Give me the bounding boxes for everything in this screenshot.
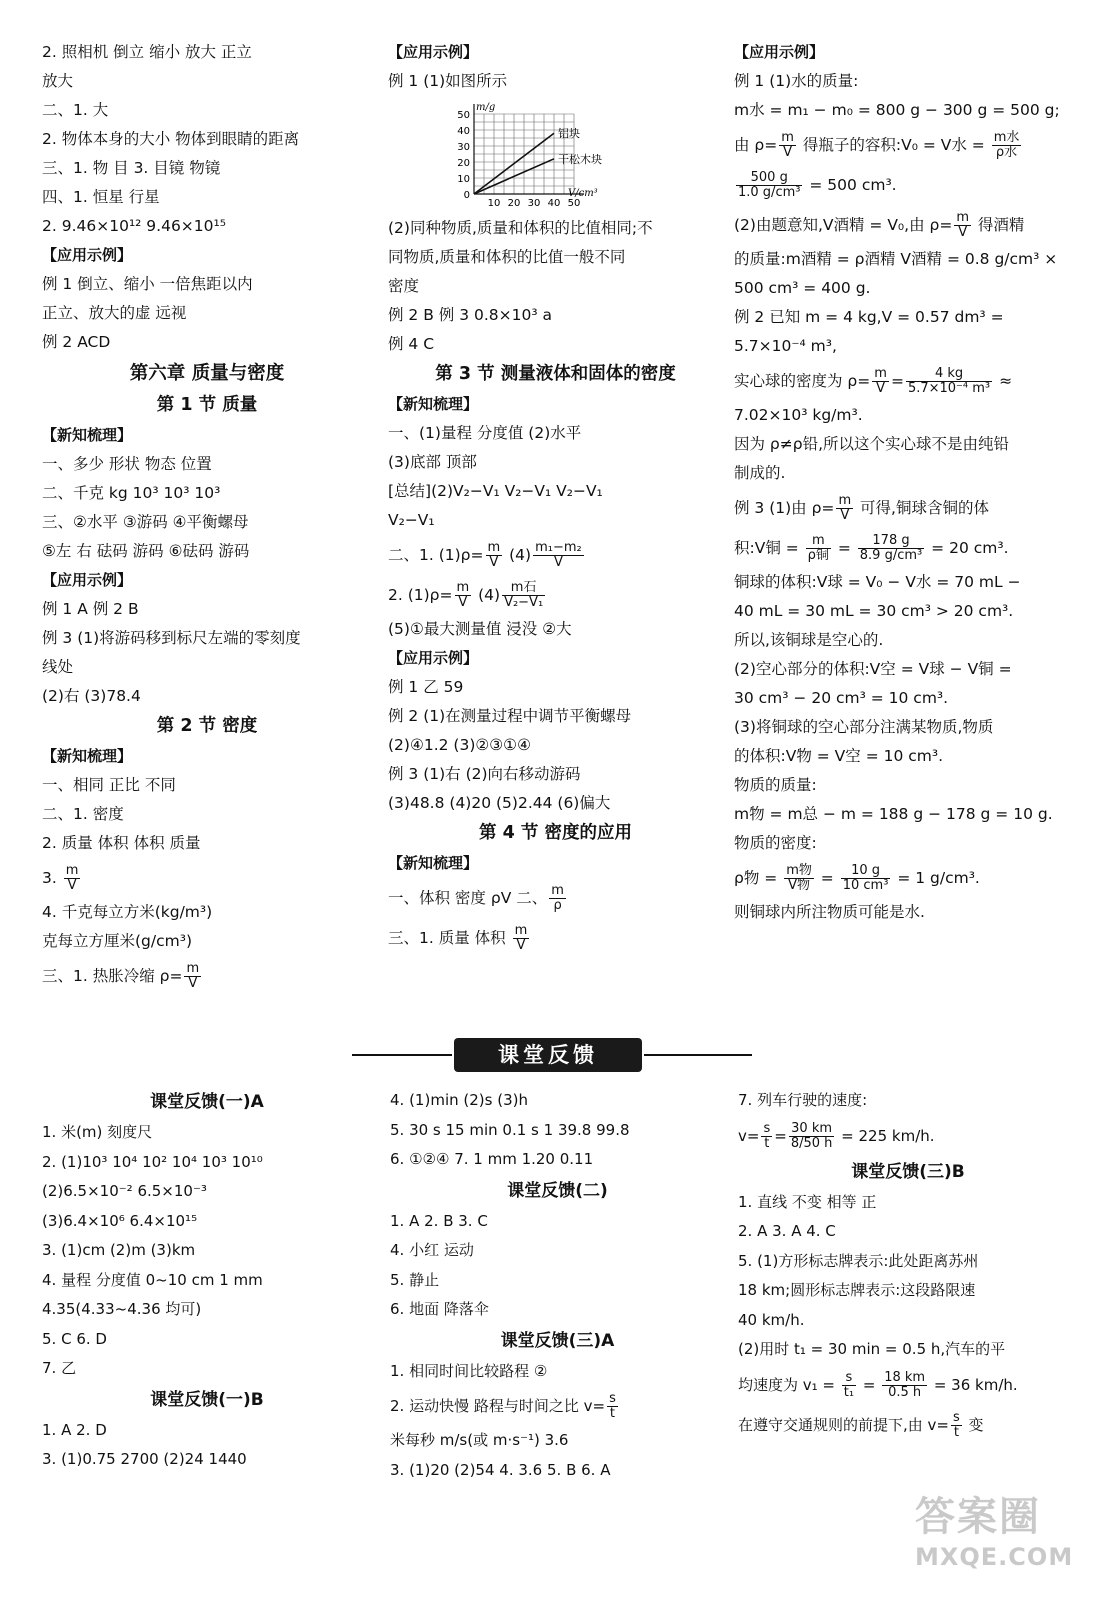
text-line: 1. 相同时间比较路程 ② [390,1361,548,1380]
fraction-numerator: m [514,923,528,938]
formula-middle: = [890,372,904,390]
y-tick-label: 50 [457,110,470,121]
formula-middle: = [815,869,839,887]
text-line: 例 3 (1)右 (2)向右移动游码 [388,765,581,783]
lesson-title: 第 4 节 密度的应用 [479,823,632,843]
formula-middle: = [832,539,856,557]
formula-prefix: 三、1. 热胀冷缩 ρ= [42,967,183,985]
text-line: 一、多少 形状 物态 位置 [42,455,212,473]
section-banner [352,1038,752,1072]
fraction [789,1122,835,1151]
fraction [761,1122,772,1151]
fraction [992,131,1022,160]
text-line: 1. A 2. D [42,1420,107,1439]
x-tick-label: 50 [567,198,581,209]
y-tick-label: 20 [457,158,470,169]
fraction [872,367,889,396]
formula-suffix: 得酒精 [973,216,1025,234]
text-line: 6. 地面 降落伞 [390,1300,489,1318]
x-tick-label: 10 [487,198,501,209]
feedback-column-2 [390,1086,725,1485]
text-line: 6. ①②④ 7. 1 mm 1.20 0.11 [390,1150,594,1168]
fraction-denominator: t [951,1425,962,1440]
feedback-title: 课堂反馈(三)B [851,1161,965,1182]
series-label: 干松木块 [558,152,602,166]
formula-line [388,918,723,958]
text-line: 所以,该铜球是空心的. [734,631,884,649]
fraction-denominator: t [607,1406,618,1421]
fraction-numerator: s [609,1391,616,1406]
text-line: (2)空心部分的体积:V空 = V球 − V铜 = [734,660,1012,678]
watermark-logo [915,1492,1095,1592]
text-line: 物质的密度: [734,834,817,852]
text-line: (3)6.4×10⁶ 6.4×10¹⁵ [42,1211,198,1230]
text-line: 1. 米(m) 刻度尺 [42,1123,153,1141]
text-line: 4. 量程 分度值 0~10 cm 1 mm [42,1270,263,1289]
lesson-title: 第 3 节 测量液体和固体的密度 [435,364,676,384]
text-line: m物 = m总 − m = 188 g − 178 g = 10 g. [734,805,1053,823]
column-2-body [388,214,723,958]
formula-line [42,858,372,898]
fraction-denominator: 8.9 g/cm³ [859,548,923,563]
text-line: 40 km/h. [738,1310,805,1329]
fraction-denominator: t₁ [843,1384,855,1400]
text-line: 2. 物体本身的大小 物体到眼睛的距离 [42,130,300,148]
fraction-denominator: V物 [784,878,814,893]
banner-rule-right [644,1054,752,1056]
y-tick-label: 30 [457,142,470,153]
fraction [513,924,530,953]
formula-suffix: = 1 g/cm³. [892,869,980,887]
formula-prefix: 2. 运动快慢 路程与时间之比 v= [390,1397,606,1415]
text-line: 1. 直线 不变 相等 正 [738,1192,877,1211]
text-line: V₂−V₁ [388,511,435,529]
fraction-denominator: V [872,381,889,396]
text-line: (2)同种物质,质量和体积的比值相同;不 [388,219,653,237]
text-line: (2)6.5×10⁻² 6.5×10⁻³ [42,1182,207,1200]
text-line: 40 mL = 30 mL = 30 cm³ > 20 cm³. [734,602,1014,620]
formula-prefix: v= [738,1126,760,1145]
text-line: [总结](2)V₂−V₁ V₂−V₁ V₂−V₁ [388,482,603,500]
section-label: 【新知梳理】 [388,854,479,872]
chapter-title: 第六章 质量与密度 [129,363,285,384]
text-line: 例 2 B 例 3 0.8×10³ a [388,306,552,324]
fraction-denominator: 5.7×10⁻⁴ m³ [907,381,991,396]
fraction-denominator: V [779,145,796,160]
text-line: 例 1 (1)如图所示 [388,72,508,90]
fraction-numerator: m [781,130,794,145]
fraction [836,494,853,523]
fraction-numerator: s [845,1369,853,1385]
lesson-title: 第 1 节 质量 [156,395,258,415]
formula-suffix: = 20 cm³. [926,539,1009,557]
watermark-title: 答案圈 [915,1494,1041,1540]
fraction [607,1392,618,1421]
text-line: 一、(1)量程 分度值 (2)水平 [388,424,582,442]
y-tick-label: 0 [463,190,470,201]
formula-line [388,878,723,918]
fraction-numerator: m水 [993,130,1020,145]
text-line: 例 2 (1)在测量过程中调节平衡螺母 [388,707,632,725]
formula-prefix: 一、体积 密度 ρV 二、 [388,889,548,907]
section-label: 【新知梳理】 [42,426,133,444]
formula-prefix: (2)由题意知,V酒精 = V₀,由 ρ= [734,216,953,234]
lesson-title: 第 2 节 密度 [156,716,258,736]
formula-prefix: 2. (1)ρ= [388,586,453,604]
fraction-numerator: m [874,366,887,381]
formula-line [388,535,723,575]
fraction-denominator: V [836,508,853,523]
text-line: 米每秒 m/s(或 m·s⁻¹) 3.6 [390,1431,569,1449]
watermark-url: MXQE.COM [915,1543,1074,1571]
formula-line [734,361,1074,401]
feedback-title: 课堂反馈(一)A [150,1092,264,1112]
y-tick-label: 40 [457,126,470,137]
formula-prefix: 由 ρ= [734,136,778,154]
chart-svg [388,98,602,210]
text-line: 例 3 (1)将游码移到标尺左端的零刻度 [42,629,301,647]
fraction [455,581,472,610]
text-line: 30 cm³ − 20 cm³ = 10 cm³. [734,689,949,707]
text-line: 3. (1)cm (2)m (3)km [42,1241,196,1259]
text-line: (3)48.8 (4)20 (5)2.44 (6)偏大 [388,794,611,812]
text-line: 2. (1)10³ 10⁴ 10² 10⁴ 10³ 10¹⁰ [42,1152,263,1171]
text-line: 二、1. 大 [42,101,109,119]
text-line: 例 2 已知 m = 4 kg,V = 0.57 dm³ = [734,308,1004,326]
text-line: 克每立方厘米(g/cm³) [42,932,192,950]
text-line: 7.02×10³ kg/m³. [734,406,863,424]
x-tick-label: 20 [507,198,521,209]
mass-volume-chart [388,98,723,210]
text-line: 铜球的体积:V球 = V₀ − V水 = 70 mL − [734,573,1021,591]
text-line: 四、1. 恒星 行星 [42,188,160,206]
formula-line [738,1116,1078,1156]
fraction-denominator: V₂−V₁ [504,595,544,610]
text-line: (5)①最大测量值 浸没 ②大 [388,620,572,638]
feedback-column-3 [738,1086,1078,1445]
text-line: (3)底部 顶部 [388,453,477,471]
text-line: 5. 30 s 15 min 0.1 s 1 39.8 99.8 [390,1120,630,1139]
fraction [954,211,971,240]
formula-prefix: 积:V铜 = [734,539,804,557]
fraction [806,534,831,563]
formula-line [734,165,1074,205]
formula-suffix: 变 [963,1415,984,1434]
fraction-numerator: 4 kg [934,366,964,381]
fraction [858,534,924,563]
fraction-denominator: V [513,938,530,953]
fraction-denominator: V [184,976,201,991]
formula-line [734,205,1074,245]
text-line: 4. 千克每立方米(kg/m³) [42,903,213,921]
text-line: (2)右 (3)78.4 [42,687,141,705]
formula-line [388,575,723,615]
text-line: 三、1. 物 目 3. 目镜 物镜 [42,159,221,177]
section-label: 【应用示例】 [388,43,479,61]
fraction-denominator: ρ [549,898,566,913]
column-2-top [388,38,723,96]
fraction [841,864,891,893]
x-tick-label: 40 [547,198,561,209]
fraction-numerator: m [456,580,470,595]
text-line: 同物质,质量和体积的比值一般不同 [388,248,626,266]
formula-prefix: 3. [42,869,62,887]
formula-middle: = [858,1375,881,1394]
feedback-title: 课堂反馈(二) [507,1180,608,1201]
formula-suffix: = 36 km/h. [929,1375,1018,1394]
text-line: (3)将铜球的空心部分注满某物质,物质 [734,718,994,736]
fraction-numerator: m [487,540,501,555]
text-line: 7. 列车行驶的速度: [738,1091,868,1109]
text-line: 例 1 乙 59 [388,678,464,696]
banner-rule-left [352,1054,452,1056]
text-line: 4.35(4.33~4.36 均可) [42,1300,202,1318]
text-line: 的体积:V物 = V空 = 10 cm³. [734,747,944,765]
column-1 [42,38,372,996]
section-label: 【应用示例】 [388,649,479,667]
fraction-denominator: 8/50 h [790,1135,833,1151]
text-line: 500 cm³ = 400 g. [734,279,871,297]
formula-middle: = [774,1126,787,1145]
fraction-denominator: V [954,225,971,240]
formula-line [734,488,1074,528]
fraction-numerator: 18 km [884,1369,926,1385]
text-line: 4. (1)min (2)s (3)h [390,1091,528,1109]
text-line: 例 1 倒立、缩小 一倍焦距以内 [42,275,253,293]
fraction [502,581,545,610]
fraction-numerator: s [952,1409,960,1425]
formula-line [738,1405,1078,1445]
fraction [906,367,992,396]
formula-line [734,528,1074,568]
text-line: 线处 [42,658,74,676]
feedback-column-1 [42,1086,372,1475]
y-axis-label: m/g [476,102,496,113]
text-line: 2. A 3. A 4. C [738,1222,836,1240]
fraction-numerator: m石 [510,580,537,595]
formula-prefix: 例 3 (1)由 ρ= [734,499,835,517]
text-line: 4. 小红 运动 [390,1241,474,1259]
text-line: 正立、放大的虚 远视 [42,304,187,322]
fraction [842,1371,856,1400]
fraction-denominator: V [486,555,503,570]
formula-prefix: 均速度为 v₁ = [738,1375,840,1394]
fraction-numerator: m₁−m₂ [535,540,582,555]
text-line: 5. C 6. D [42,1329,107,1348]
fraction-denominator: ρ铜 [807,548,829,563]
text-line: 2. 9.46×10¹² 9.46×10¹⁵ [42,217,226,235]
text-line: 物质的质量: [734,776,817,794]
formula-line [734,858,1074,898]
fraction [486,541,503,570]
formula-line [390,1386,725,1426]
text-line: 例 1 (1)水的质量: [734,72,859,90]
formula-prefix: ρ物 = [734,869,783,887]
text-line: 例 4 C [388,335,435,353]
text-line: 一、相同 正比 不同 [42,776,176,794]
text-line: 因为 ρ≠ρ铅,所以这个实心球不是由纯铅 [734,435,1010,453]
fraction-denominator: t [761,1136,772,1151]
fraction-denominator: V [455,595,472,610]
text-line: 放大 [42,72,74,90]
formula-suffix: = 500 cm³. [804,176,897,194]
x-tick-label: 30 [527,198,541,209]
section-label: 【新知梳理】 [388,395,479,413]
section-label: 【应用示例】 [42,246,133,264]
series-label: 铝块 [558,127,580,141]
fraction-denominator: 10 cm³ [842,878,889,893]
column-2 [388,38,723,958]
text-line: 二、千克 kg 10³ 10³ 10³ [42,484,221,502]
fraction-numerator: m [811,533,825,548]
fraction-numerator: m [956,210,969,225]
formula-prefix: 实心球的密度为 ρ= [734,372,871,390]
fraction-numerator: m [838,493,852,508]
fraction [882,1371,927,1400]
text-line: (2)④1.2 (3)②③①④ [388,736,531,754]
text-line: (2)用时 t₁ = 30 min = 0.5 h,汽车的平 [738,1340,1006,1358]
text-line: m水 = m₁ − m₀ = 800 g − 300 g = 500 g; [734,101,1060,119]
formula-suffix: ≈ [994,372,1013,390]
text-line: 的质量:m酒精 = ρ酒精 V酒精 = 0.8 g/cm³ × [734,250,1058,268]
section-label: 【新知梳理】 [42,747,133,765]
formula-line [734,125,1074,165]
text-line: 3. (1)20 (2)54 4. 3.6 5. B 6. A [390,1460,611,1479]
fraction-numerator: m [186,961,200,976]
formula-middle: (4) [473,586,501,604]
fraction [736,171,802,200]
fraction-numerator: m物 [786,863,812,878]
text-line: 制成的. [734,464,786,482]
text-line: ⑤左 右 砝码 游码 ⑥砝码 游码 [42,542,250,560]
text-line: 7. 乙 [42,1359,77,1377]
text-line: 例 1 A 例 2 B [42,600,139,618]
fraction-denominator: V [64,878,81,893]
fraction-denominator: V [533,555,584,570]
formula-middle: 得瓶子的容积:V₀ = V水 = [797,136,990,154]
fraction-numerator: 178 g [872,533,910,548]
section-label: 【应用示例】 [734,43,825,61]
fraction-numerator: 10 g [851,863,881,878]
feedback-title: 课堂反馈(三)A [500,1330,615,1351]
fraction-numerator: s [763,1120,771,1136]
text-line: 则铜球内所注物质可能是水. [734,903,925,921]
fraction-numerator: m [551,883,564,898]
text-line: 三、②水平 ③游码 ④平衡螺母 [42,513,249,531]
fraction-denominator: 1.0 g/cm³ [738,185,801,200]
formula-suffix: 可得,铜球含铜的体 [855,499,989,517]
text-line: 例 2 ACD [42,333,111,351]
formula-line [42,956,372,996]
fraction [549,884,566,913]
formula-prefix: 二、1. (1)ρ= [388,546,484,564]
fraction-numerator: m [65,863,79,878]
formula-suffix: = 225 km/h. [836,1126,935,1145]
fraction-denominator: ρ水 [992,145,1022,160]
fraction [533,541,584,570]
fraction-denominator: 0.5 h [882,1385,927,1400]
y-tick-label: 10 [457,174,470,185]
formula-prefix: 在遵守交通规则的前提下,由 v= [738,1415,949,1434]
text-line: 1. A 2. B 3. C [390,1211,488,1230]
formula-prefix: 三、1. 质量 体积 [388,929,511,947]
x-axis-label: V/cm³ [568,188,598,199]
text-line: 2. 质量 体积 体积 质量 [42,834,201,852]
fraction [951,1411,962,1440]
fraction-numerator: 30 km [791,1120,833,1136]
column-3 [734,38,1074,927]
text-line: 5. (1)方形标志牌表示:此处距离苏州 [738,1251,979,1270]
text-line: 5. 静止 [390,1270,440,1289]
fraction-numerator: 500 g [750,170,788,185]
formula-line [738,1365,1078,1405]
fraction [784,864,814,893]
text-line: 密度 [388,277,420,295]
text-line: 3. (1)0.75 2700 (2)24 1440 [42,1450,247,1468]
text-line: 2. 照相机 倒立 缩小 放大 正立 [42,43,252,61]
feedback-title: 课堂反馈(一)B [150,1389,264,1410]
fraction [64,864,81,893]
section-label: 【应用示例】 [42,571,133,589]
fraction [184,962,201,991]
text-line: 18 km;圆形标志牌表示:这段路限速 [738,1281,976,1299]
text-line: 5.7×10⁻⁴ m³, [734,337,837,355]
formula-middle: (4) [504,546,532,564]
banner-title: 课堂反馈 [454,1038,642,1072]
fraction [779,131,796,160]
text-line: 二、1. 密度 [42,805,124,823]
